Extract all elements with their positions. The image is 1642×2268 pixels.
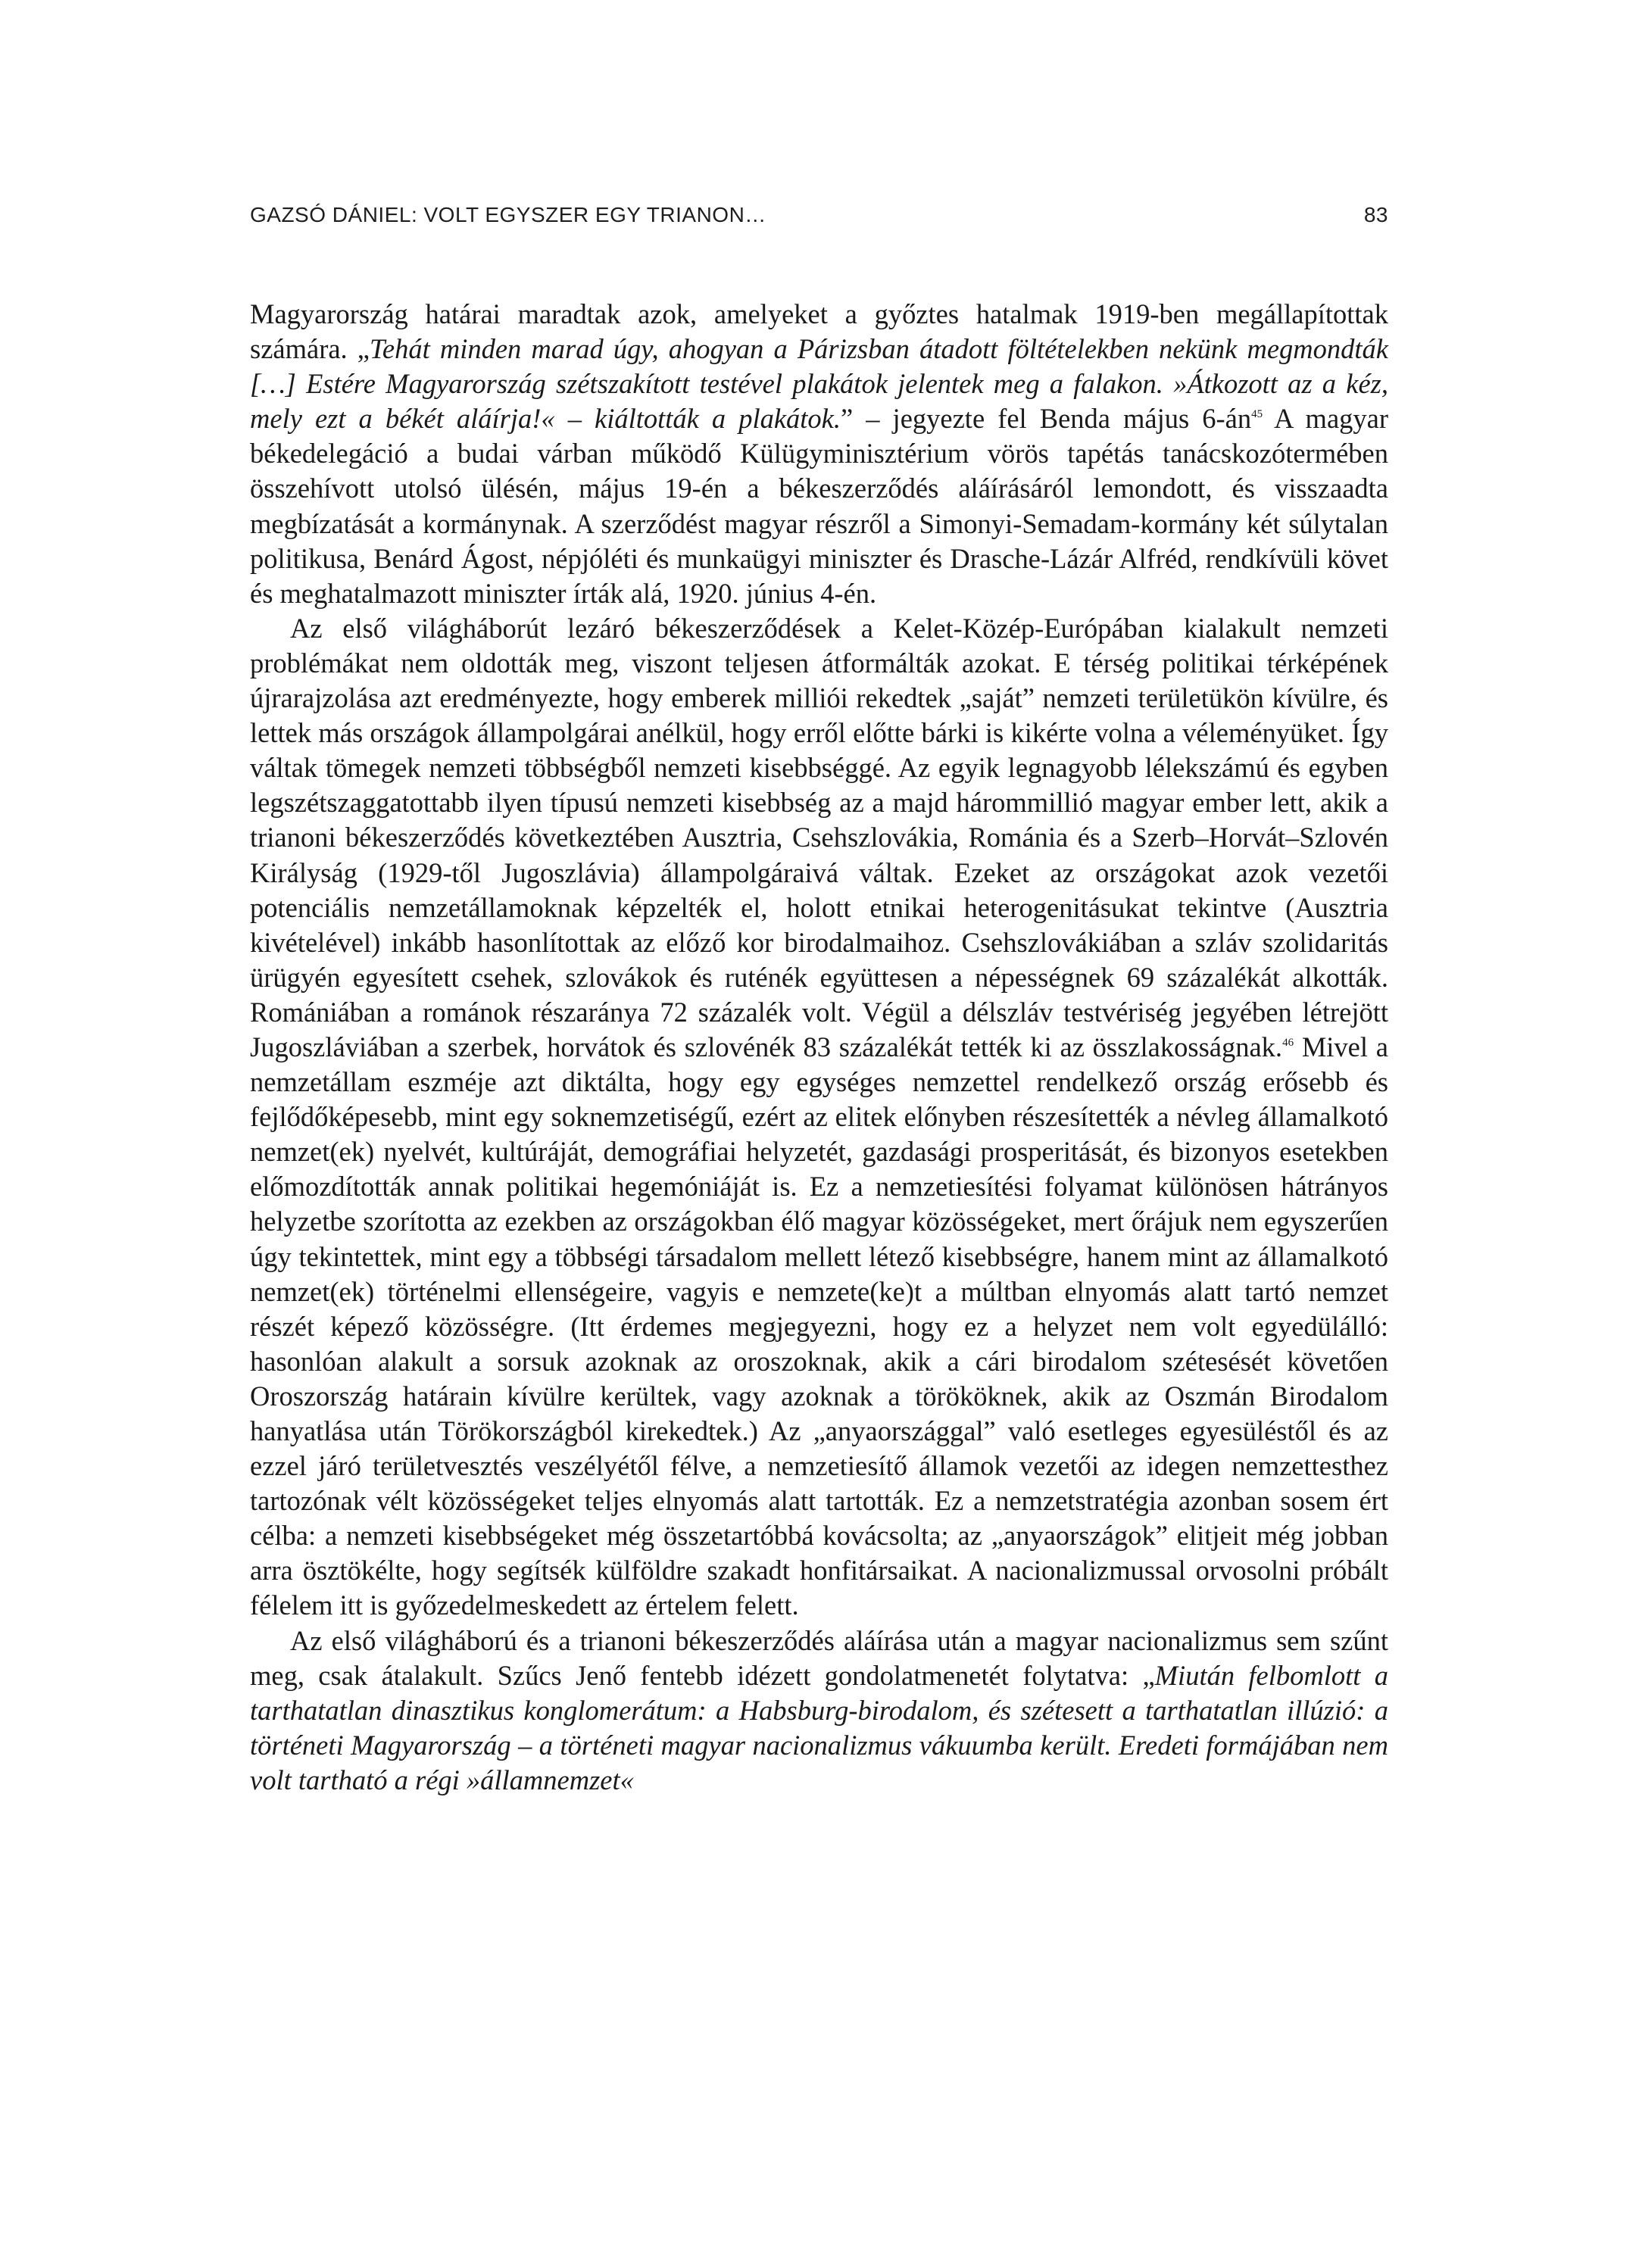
text-segment: ” – jegyezte fel Benda május 6-án: [841, 403, 1252, 435]
italic-quote: Miután felbomlott a tarthatatlan dinasztikus konglomerátum: a Habsburg-birodalom, és szétesett a tarthatatlan illúzió: a történeti Magyarország – a történeti magyar nacionalizmus vákuumba került. Eredeti formájában nem volt tartható a régi »államnemzet«: [250, 1659, 1389, 1795]
paragraph-2: [250, 611, 1388, 1624]
paragraph-3: [250, 1624, 1388, 1798]
text-segment: Az első világháborút lezáró békeszerződések a Kelet-Közép-Európában kialakult nemzeti problémákat nem oldották meg, viszont teljesen átformálták azokat. E térség politikai térképének újrarajzolása azt eredményezte, hogy emberek milliói rekedtek „saját” nemzeti területükön kívülre, és lettek más országok állampolgárai anélkül, hogy erről előtte bárki is kikérte volna a véleményüket. Így váltak tömegek nemzeti többségből nemzeti kisebbséggé. Az egyik legnagyobb lélekszámú és egyben legszétszaggatottabb ilyen típusú nemzeti kisebbség az a majd hárommillió magyar ember lett, akik a trianoni békeszerződés következtében Ausztria, Csehszlovákia, Románia és a Szerb–Horvát–Szlovén Királyság (1929-től Jugoszlávia) állampolgáraivá váltak. Ezeket az országokat azok vezetői potenciális nemzetállamoknak képzelték el, holott etnikai heterogenitásukat tekintve (Ausztria kivételével) inkább hasonlítottak az előző kor birodalmaihoz. Csehszlovákiában a szláv szolidaritás ürügyén egyesített csehek, szlovákok és ruténék együttesen a népességnek 69 százalékát alkották. Romániában a románok részaránya 72 százalék volt. Végül a délszláv testvériség jegyében létrejött Jugoszláviában a szerbek, horvátok és szlovénék 83 százalékát tették ki az összlakosságnak.: [250, 612, 1388, 1062]
text-segment: Magyarország határai maradtak azok, amelyeket a győztes hatalmak 1919-ben megállapítottak számára. „: [250, 298, 1388, 365]
text-segment: Az első világháború és a trianoni békeszerződés aláírása után a magyar nacionalizmus sem szűnt meg, csak átalakult. Szűcs Jenő fentebb idézett gondolatmenetét folytatva: „: [250, 1624, 1388, 1691]
body-text: [250, 297, 1388, 1798]
text-segment: A magyar békedelegáció a budai várban működő Külügyminisztérium vörös tapétás tanácskozótermében összehívott utolsó ülésén, május 19-én a békeszerződés aláírásáról lemondott, és visszaadta megbízatását a kormánynak. A szerződést magyar részről a Simonyi-Semadam-kormány két súlytalan politikusa, Benárd Ágost, népjóléti és munkaügyi miniszter és Drasche-Lázár Alfréd, rendkívüli követ és meghatalmazott miniszter írták alá, 1920. június 4-én.: [250, 403, 1388, 609]
paragraph-1: [250, 297, 1388, 611]
italic-quote: Tehát minden marad úgy, ahogyan a Párizsban átadott föltételekben nekünk megmondták […] Estére Magyarország szétszakított testével plakátok jelentek meg a falakon. »Átkozott az a kéz, mely ezt a békét aláírja!« – kiáltották a plakátok.: [250, 333, 1388, 435]
text-segment: Mivel a nemzetállam eszméje azt diktálta, hogy egy egységes nemzettel rendelkező ország erősebb és fejlődőképesebb, mint egy soknemzetiségű, ezért az elitek előnyben részesítették a névleg államalkotó nemzet(ek) nyelvét, kultúráját, demográfiai helyzetét, gazdasági prosperitását, és bizonyos esetekben előmozdították annak politikai hegemóniáját is. Ez a nemzetiesítési folyamat különösen hátrányos helyzetbe szorította az ezekben az országokban élő magyar közösségeket, mert őrájuk nem egyszerűen úgy tekintettek, mint egy a többségi társadalom mellett létező kisebbségre, hanem mint az államalkotó nemzet(ek) történelmi ellenségeire, vagyis e nemzete(ke)t a múltban elnyomás alatt tartó nemzet részét képező közösségre. (Itt érdemes megjegyezni, hogy ez a helyzet nem volt egyedülálló: hasonlóan alakult a sorsuk azoknak az oroszoknak, akik a cári birodalom szétesését követően Oroszország határain kívülre kerültek, vagy azoknak a törököknek, akik az Oszmán Birodalom hanyatlása után Törökországból kirekedtek.) Az „anyaországgal” való esetleges egyesüléstől és az ezzel járó területvesztés veszélyétől félve, a nemzetiesítő államok vezetői az idegen nemzettesthez tartozónak vélt közösségeket teljes elnyomás alatt tartották. Ez a nemzetstratégia azonban sosem ért célba: a nemzeti kisebbségeket még összetartóbbá kovácsolta; az „anyaországok” elitjeit még jobban arra ösztökélte, hogy segítsék külföldre szakadt honfitársaikat. A nacionalizmussal orvosolni próbált félelem itt is győzedelmeskedett az értelem felett.: [250, 1031, 1388, 1621]
page-number: 83: [1363, 203, 1388, 226]
running-title: GAZSÓ DÁNIEL: VOLT EGYSZER EGY TRIANON…: [250, 203, 766, 226]
footnote-ref-46: 46: [1282, 1036, 1294, 1049]
footnote-ref-45: 45: [1251, 408, 1263, 421]
